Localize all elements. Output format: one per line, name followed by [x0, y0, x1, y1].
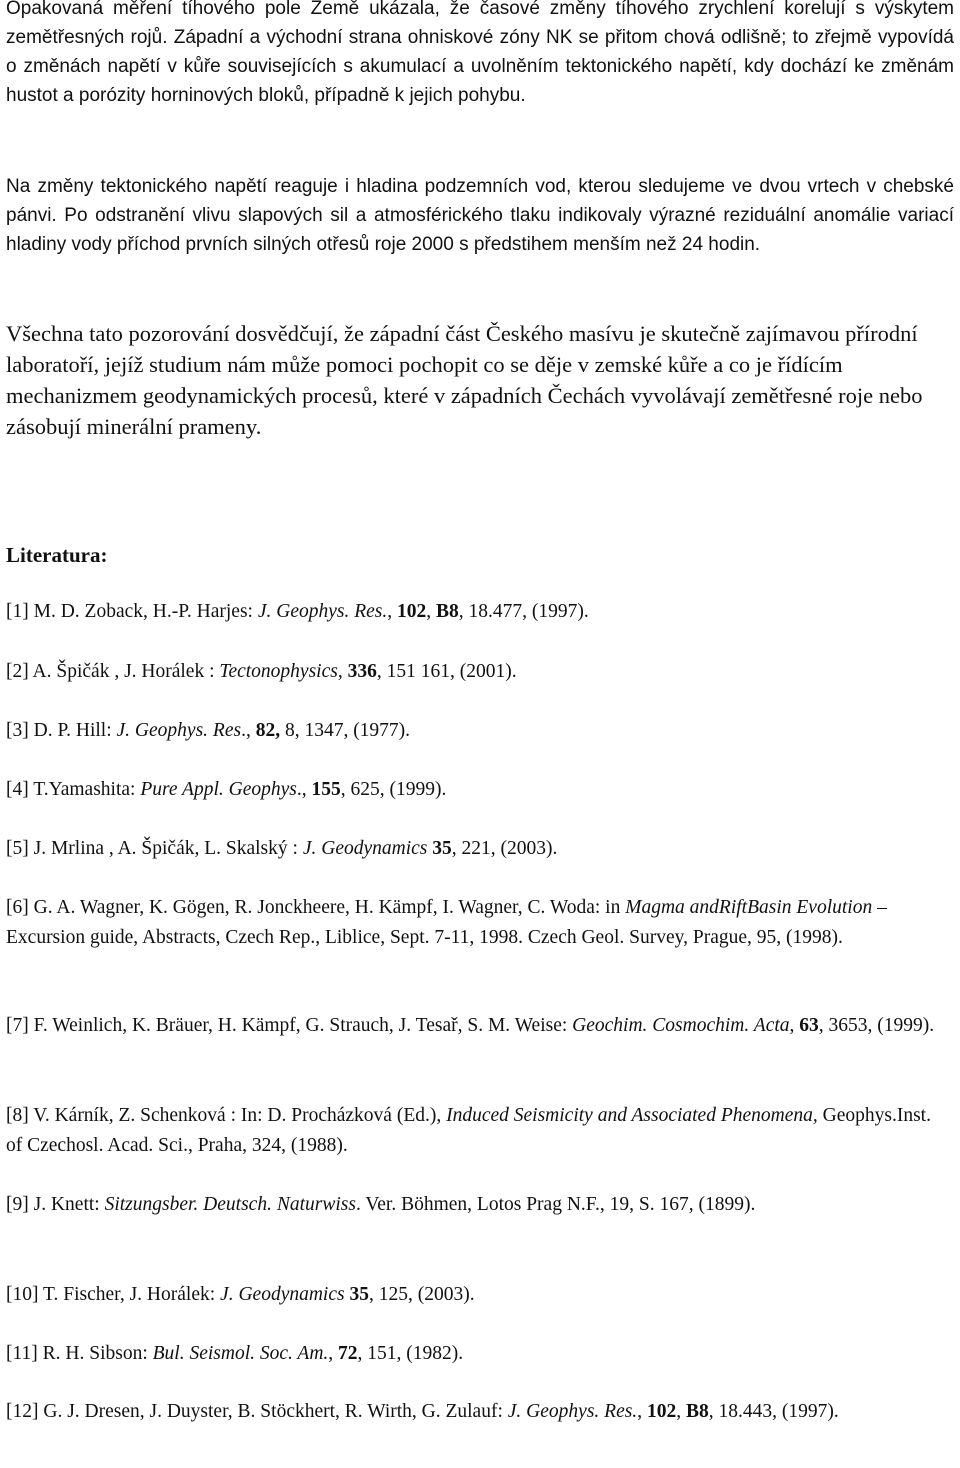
reference-volume: B8 — [685, 1401, 709, 1422]
reference-text: [1] M. D. Zoback, H.-P. Harjes: — [6, 601, 258, 622]
reference-text: [10] T. Fischer, J. Horálek: — [6, 1284, 221, 1305]
reference-volume: 72 — [338, 1343, 358, 1364]
reference-volume: 35 — [349, 1284, 369, 1305]
reference-item — [6, 716, 936, 746]
reference-volume: 336 — [347, 661, 377, 682]
reference-item — [6, 1190, 936, 1220]
reference-text: [8] V. Kárník, Z. Schenková : In: D. Procházková (Ed.), — [6, 1105, 447, 1126]
reference-item — [6, 657, 936, 687]
reference-journal: Pure Appl. Geophys — [140, 779, 297, 800]
reference-text: , 221, (2003). — [451, 838, 558, 859]
reference-item — [6, 597, 936, 627]
reference-text: [3] D. P. Hill: — [6, 720, 117, 741]
reference-text: [12] G. J. Dresen, J. Duyster, B. Stöckhert, R. Wirth, G. Zulauf: — [6, 1401, 508, 1422]
reference-journal: Magma andRiftBasin Evolution — [625, 897, 873, 918]
reference-text: [9] J. Knett: — [6, 1194, 105, 1215]
reference-item — [6, 1397, 936, 1427]
reference-text: , 151, (1982). — [357, 1343, 464, 1364]
reference-text: , — [676, 1401, 686, 1422]
reference-text: , — [337, 661, 348, 682]
reference-item — [6, 1011, 936, 1041]
reference-text: [7] F. Weinlich, K. Bräuer, H. Kämpf, G. Strauch, J. Tesař, S. M. Weise: — [6, 1015, 573, 1036]
paragraph-conclusion: Všechna tato pozorování dosvědčují, že západní část Českého masívu je skutečně zajímavou přírodní laboratoří, jejíž studium nám může pomoci pochopit co se děje v zemské kůře a co je řídícím mechanizmem geodynamických procesů, které v západních Čechách vyvolávají zemětřesné roje nebo zásobují minerální prameny. — [6, 321, 923, 439]
reference-text: Geophys.Inst. of Czechosl. Acad. Sci., Praha, 324, (1988). — [6, 1105, 931, 1156]
reference-text: [2] A. Špičák , J. Horálek : — [6, 661, 220, 682]
reference-text: – Excursion guide, Abstracts, Czech Rep., Liblice, Sept. 7-11, 1998. Czech Geol. Survey, Prague, 95, (1998). — [6, 897, 887, 948]
reference-item — [6, 893, 936, 953]
reference-text: , 18.443, (1997). — [708, 1401, 839, 1422]
reference-item — [6, 775, 936, 805]
reference-item — [6, 1101, 936, 1161]
reference-journal: Geochim. Cosmochim. Acta — [572, 1015, 790, 1036]
reference-text: 8, 1347, (1977). — [280, 720, 411, 741]
paragraph-groundwater: Na změny tektonického napětí reaguje i hladina podzemních vod, kterou sledujeme ve dvou vrtech v chebské pánvi. Po odstranění vlivu slapových sil a atmosférického tlaku indikovaly výrazné reziduální anomálie variací hladiny vody příchod prvních silných otřesů roje 2000 s předstihem menším než 24 hodin. — [6, 176, 954, 255]
reference-text: , 3653, (1999). — [818, 1015, 935, 1036]
reference-volume: 63 — [799, 1015, 819, 1036]
reference-text: [11] R. H. Sibson: — [6, 1343, 153, 1364]
reference-journal: J. Geodynamics — [302, 838, 428, 859]
reference-text: [5] J. Mrlina , A. Špičák, L. Skalský : — [6, 838, 303, 859]
reference-text: [6] G. A. Wagner, K. Gögen, R. Jonckheere, H. Kämpf, I. Wagner, C. Woda: in — [6, 897, 626, 918]
reference-text: ., — [241, 720, 256, 741]
reference-journal: J. Geophys. Res. — [257, 601, 388, 622]
reference-text: , 151 161, (2001). — [376, 661, 517, 682]
reference-journal: J. Geodynamics — [220, 1284, 345, 1305]
reference-volume: 82, — [255, 720, 281, 741]
reference-text: [4] T.Yamashita: — [6, 779, 141, 800]
reference-journal: Sitzungsber. Deutsch. Naturwiss — [104, 1194, 356, 1215]
reference-journal: Induced Seismicity and Associated Phenomena, — [446, 1105, 818, 1126]
reference-text: , 625, (1999). — [340, 779, 447, 800]
reference-item — [6, 1339, 936, 1369]
reference-journal: Bul. Seismol. Soc. Am. — [152, 1343, 329, 1364]
reference-volume: 102 — [397, 601, 427, 622]
reference-text: , — [387, 601, 397, 622]
reference-journal: J. Geophys. Res — [116, 720, 242, 741]
literature-heading: Literatura: — [6, 543, 108, 567]
reference-text: , 18.477, (1997). — [458, 601, 589, 622]
reference-text: , 125, (2003). — [368, 1284, 475, 1305]
reference-item — [6, 1280, 936, 1310]
reference-text: , — [328, 1343, 339, 1364]
reference-journal: J. Geophys. Res. — [507, 1401, 638, 1422]
reference-text: , — [637, 1401, 647, 1422]
paragraph-gravity: Opakovaná měření tíhového pole Země ukázala, že časové změny tíhového zrychlení korelují s výskytem zemětřesných rojů. Západní a východní strana ohniskové zóny NK se přitom chová odlišně; to zřejmě vypovídá o změnách napětí v kůře souvisejících s akumulací a uvolněním tektonického napětí, kdy dochází ke změnám hustot a porózity horninových bloků, případně k jejich pohybu. — [6, 0, 954, 106]
reference-journal: Tectonophysics — [219, 661, 338, 682]
reference-volume: 102 — [646, 1401, 677, 1422]
reference-text: , — [789, 1015, 800, 1036]
reference-volume: B8 — [436, 601, 459, 622]
reference-text: ., — [296, 779, 312, 800]
reference-volume: 155 — [311, 779, 341, 800]
reference-item — [6, 834, 936, 864]
reference-text: , — [426, 601, 436, 622]
reference-text: . Ver. Böhmen, Lotos Prag N.F., 19, S. 167, (1899). — [355, 1194, 756, 1215]
reference-volume: 35 — [432, 838, 452, 859]
